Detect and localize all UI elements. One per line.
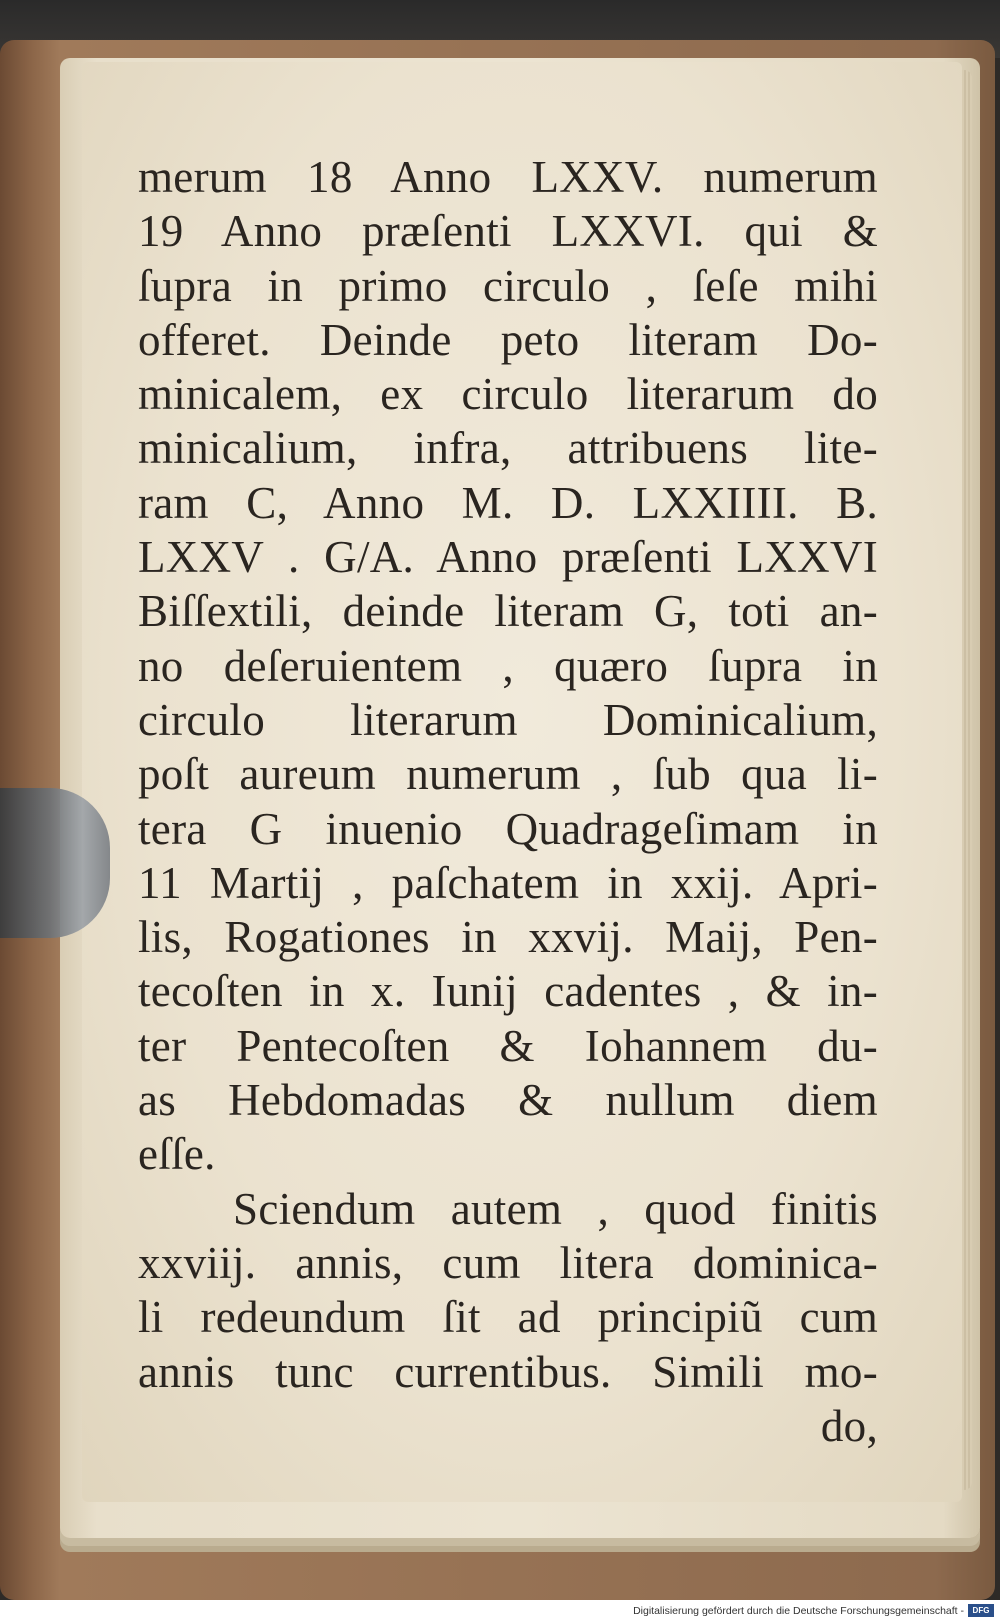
text-line: ter Pentecoſten & Iohannem du-	[138, 1020, 878, 1071]
text-line: merum 18 Anno LXXV. numerum	[138, 152, 878, 202]
text-line: as Hebdomadas & nullum diem	[138, 1075, 878, 1126]
text-line: 19 Anno præſenti LXXVI. qui &	[138, 206, 878, 257]
digitization-footer	[0, 1600, 1000, 1623]
text-line: Sciendum autem , quod finitis	[233, 1183, 878, 1234]
metal-clasp	[0, 788, 110, 938]
footer-credit: Digitalisierung gefördert durch die Deutsche Forschungsgemeinschaft -	[633, 1605, 964, 1617]
text-line: ſupra in primo circulo , ſeſe mihi	[138, 260, 878, 311]
text-line: 11 Martij , paſchatem in xxij. Apri-	[138, 857, 878, 908]
text-line: lis, Rogationes in xxvij. Maij, Pen-	[138, 912, 878, 963]
text-line: minicalem, ex circulo literarum do	[138, 369, 878, 420]
catchword: do,	[820, 1400, 878, 1451]
dfg-logo-icon: DFG	[968, 1604, 994, 1617]
text-line: tera G inuenio Quadrageſimam in	[138, 803, 878, 854]
text-line: offeret. Deinde peto literam Do-	[138, 314, 878, 365]
text-line: minicalium, infra, attribuens lite-	[138, 423, 878, 474]
page-text	[138, 150, 878, 1453]
text-line: circulo literarum Dominicalium,	[138, 694, 878, 745]
text-line: xxviij. annis, cum litera dominica-	[138, 1237, 878, 1288]
text-line: poſt aureum numerum , ſub qua li-	[138, 749, 878, 800]
text-line: li redeundum ſit ad principiũ cum	[138, 1292, 878, 1343]
text-line: tecoſten in x. Iunij cadentes , & in-	[138, 966, 878, 1017]
text-line: LXXV . G/A. Anno præſenti LXXVI	[138, 532, 878, 583]
text-line: annis tunc currentibus. Simili mo-	[138, 1346, 878, 1397]
text-line: no deſeruientem , quæro ſupra in	[138, 640, 878, 691]
text-line: eſſe.	[138, 1129, 216, 1180]
text-line: ram C, Anno M. D. LXXIIII. B.	[138, 477, 878, 528]
text-line: Biſſextili, deinde literam G, toti an-	[138, 586, 878, 637]
